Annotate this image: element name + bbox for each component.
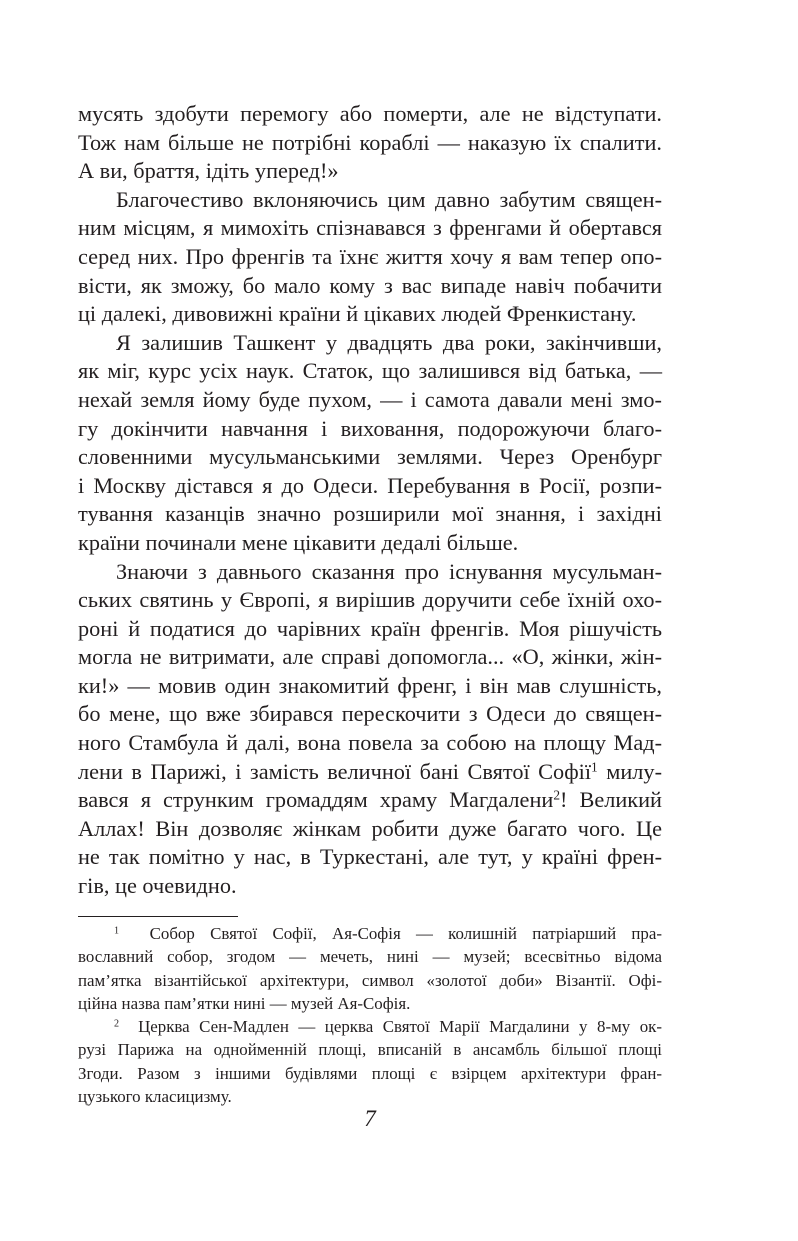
text-line: ці далекі, дивовижні країни й цікавих людей Френкистану.	[78, 301, 637, 327]
line-text: лени в Парижі, і замість величної бані Святої Софії	[78, 758, 592, 784]
text-line-with-footnote	[78, 786, 662, 815]
paragraph-first-line: Благочестиво вклоняючись цим давно забутим священ-	[116, 186, 662, 212]
footnote-1-line: вославний собор, згодом — мечеть, нині — музей; всесвітньо відома	[78, 947, 662, 967]
text-line: роні й податися до чарівних країн френгів. Моя рішучість	[78, 615, 662, 641]
text-line: і Москву дістався я до Одеси. Перебування в Росії, розпи-	[78, 472, 662, 498]
text-line: ним місцям, я мимохіть спізнавався з френгами й обертався	[78, 215, 662, 241]
footnote-1-line: пам’ятка візантійської архітектури, символ «золотої доби» Візантії. Офі-	[78, 970, 662, 990]
footnote-2-line: рузі Парижа на однойменній площі, вписаній в ансамбль більшої площі	[78, 1040, 662, 1060]
paragraph-first-line: Знаючи з давнього сказання про існування мусульман-	[116, 558, 662, 584]
text-line: не так помітно у нас, в Туркестані, але тут, у країні френ-	[78, 844, 662, 870]
text-line: країни починали мене цікавити дедалі більше.	[78, 529, 519, 555]
page-number: 7	[364, 1106, 376, 1131]
text-line: Аллах! Він дозволяє жінкам робити дуже багато чого. Це	[78, 815, 662, 841]
text-line: мусять здобути перемогу або померти, але не відступати.	[78, 101, 662, 126]
text-line: серед них. Про френгів та їхнє життя хочу я вам тепер опо-	[78, 243, 662, 269]
line-text: вався я струнким громаддям храму Магдалени	[78, 787, 554, 813]
text-line: могла не витримати, але справі допомогла... «О, жінки, жін-	[78, 644, 662, 670]
line-text: ! Великий	[560, 787, 662, 813]
footnotes	[78, 922, 662, 1108]
text-line: ного Стамбула й далі, вона повела за собою на площу Мад-	[78, 730, 662, 756]
text-line: гу докінчити навчання і виховання, подорожуючи благо-	[78, 415, 662, 441]
footnote-1-line: ційна назва пам’ятки нині — музей Ая-Софія.	[78, 993, 411, 1013]
text-line: бо мене, що вже збирався перескочити з Одеси до священ-	[78, 701, 662, 727]
text-line: як міг, курс усіх наук. Статок, що залишився від батька, —	[78, 358, 662, 384]
footnote-ref-2: 2	[553, 787, 560, 803]
line-text: милу-	[597, 758, 662, 784]
text-line: ських святинь у Європі, я вирішив доручити себе їхній охо-	[78, 587, 662, 613]
text-line: тування казанців значно розширили мої знання, і західні	[78, 501, 662, 527]
text-line: А ви, браття, ідіть уперед!»	[78, 158, 339, 184]
text-line: словенними мусульманськими землями. Через Оренбург	[78, 444, 662, 470]
text-line: гів, це очевидно.	[78, 873, 237, 899]
footnote-2-line: Згоди. Разом з іншими будівлями площі є взірцем архітектури фран-	[78, 1063, 662, 1083]
footnote-2-line	[78, 1015, 662, 1038]
footnote-2-line: цузького класицизму.	[78, 1087, 232, 1107]
main-text	[78, 100, 662, 901]
text-line: вісти, як зможу, бо мало кому з вас випаде навіч побачити	[78, 272, 662, 298]
text-line: ки!» — мовив один знакомитий френг, і він мав слушність,	[78, 672, 662, 698]
footnote-text: Церква Сен-Мадлен — церква Святої Марії Магдалини у 8-му ок-	[138, 1017, 662, 1037]
footnote-marker-1: 1	[114, 925, 120, 937]
text-line: Тож нам більше не потрібні кораблі — наказую їх спалити.	[78, 129, 662, 155]
footnote-marker-2: 2	[114, 1018, 120, 1030]
footnote-ref-1: 1	[591, 759, 598, 775]
text-line-with-footnote	[78, 758, 662, 787]
text-line: нехай земля йому буде пухом, — і самота давали мені змо-	[78, 386, 662, 412]
paragraph-first-line: Я залишив Ташкент у двадцять два роки, закінчивши,	[116, 329, 662, 355]
footnote-1-line	[78, 922, 662, 945]
footnote-separator	[78, 916, 238, 917]
footnote-text: Собор Святої Софії, Ая-Софія — колишній патріарший пра-	[149, 924, 662, 943]
